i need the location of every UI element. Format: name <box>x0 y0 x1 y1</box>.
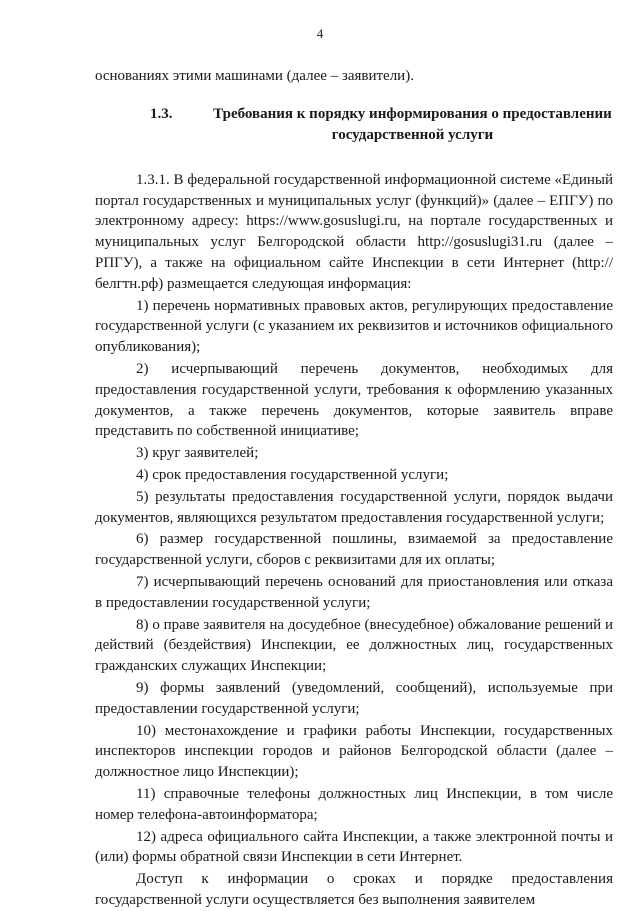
page-number: 4 <box>316 26 324 41</box>
list-item: 8) о праве заявителя на досудебное (внесудебное) обжалование решений и действий (бездействия) Инспекции, ее должностных лиц, государственных гражданских служащих Инспекции; <box>95 616 613 675</box>
document-body <box>95 66 613 911</box>
list-item: 10) местонахождение и графики работы Инспекции, государственных инспекторов инспекции городов и районов Белгородской области (далее – должностное лицо Инспекции); <box>95 722 613 781</box>
list-item: 2) исчерпывающий перечень документов, необходимых для предоставления государственной услуги, требования к оформлению указанных документов, а также перечень документов, которые заявитель вправе представить по собственной инициативе; <box>95 360 613 440</box>
list-item: 12) адреса официального сайта Инспекции, а также электронной почты и (или) формы обратной связи Инспекции в сети Интернет. <box>95 828 613 866</box>
list-item: 6) размер государственной пошлины, взимаемой за предоставление государственной услуги, сборов с реквизитами для их оплаты; <box>95 531 613 569</box>
list-item: 5) результаты предоставления государственной услуги, порядок выдачи документов, являющихся результатом предоставления государственной услуги; <box>95 488 613 526</box>
section-heading <box>95 104 613 146</box>
section-title: Требования к порядку информирования о предоставлении государственной услуги <box>213 105 612 143</box>
section-number: 1.3. <box>150 105 173 122</box>
closing-paragraph: Доступ к информации о сроках и порядке предоставления государственной услуги осуществляется без выполнения заявителем <box>95 871 613 908</box>
intro-line: основаниях этими машинами (далее – заявители). <box>95 68 414 84</box>
paragraph-1-3-1: 1.3.1. В федеральной государственной информационной системе «Единый портал государственных и муниципальных услуг (функций)» (далее – ЕПГУ) по электронному адресу: https://www.gosuslugi.ru, на портале государственных и муниципальных услуг Белгородской области http://gosuslugi31.ru (далее – РПГУ), а также на официальном сайте Инспекции в сети Интернет (http://белгтн.рф) размещается следующая информация: <box>95 171 613 292</box>
list-item: 11) справочные телефоны должностных лиц Инспекции, в том числе номер телефона-автоинформатора; <box>95 785 613 823</box>
list-item: 7) исчерпывающий перечень оснований для приостановления или отказа в предоставлении государственной услуги; <box>95 573 613 611</box>
list-item: 1) перечень нормативных правовых актов, регулирующих предоставление государственной услуги (с указанием их реквизитов и источников официального опубликования); <box>95 297 613 356</box>
list-item: 3) круг заявителей; <box>136 445 259 462</box>
list-item: 9) формы заявлений (уведомлений, сообщений), используемые при предоставлении государственной услуги; <box>95 679 613 717</box>
list-item: 4) срок предоставления государственной услуги; <box>136 466 449 483</box>
